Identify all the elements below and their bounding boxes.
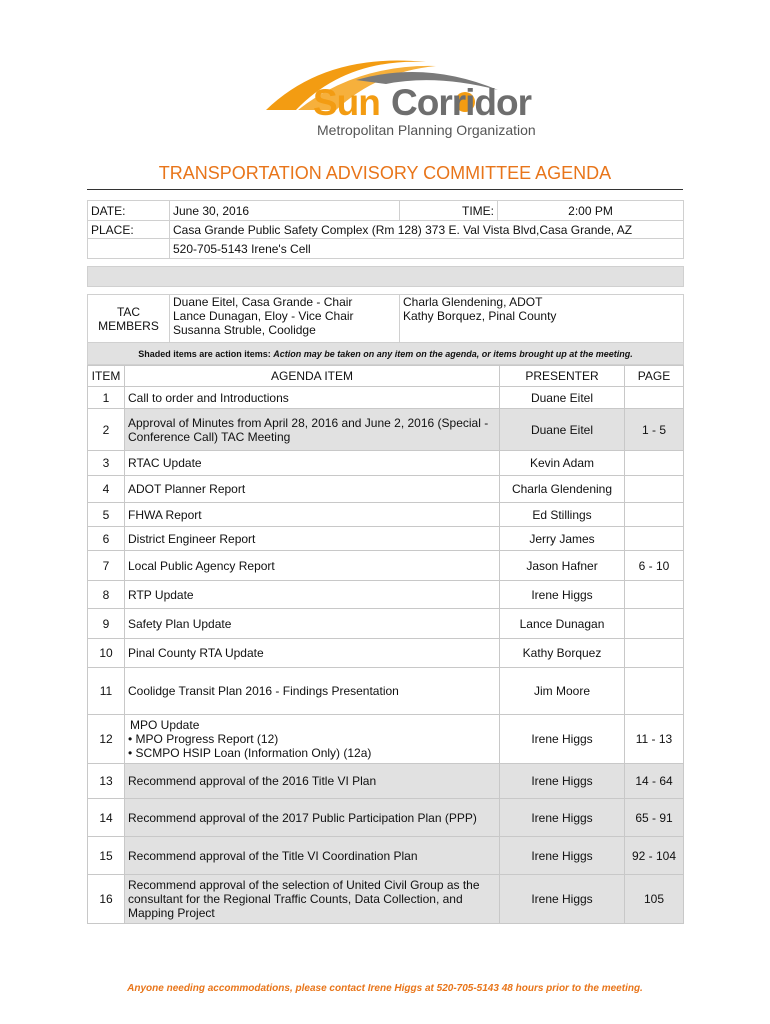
note-rest: Action may be taken on any item on the agenda, or items brought up at the meeting. xyxy=(273,348,633,359)
agenda-item: ADOT Planner Report xyxy=(125,476,500,503)
page-range xyxy=(625,476,684,503)
agenda-table xyxy=(87,365,684,924)
page-range xyxy=(625,639,684,668)
page-range: 92 - 104 xyxy=(625,837,684,875)
presenter: Irene Higgs xyxy=(500,837,625,875)
page-range: 1 - 5 xyxy=(625,409,684,451)
item-number: 11 xyxy=(88,668,125,715)
agenda-item: FHWA Report xyxy=(125,503,500,527)
logo-sun-text: Sun xyxy=(313,82,380,123)
item-number: 13 xyxy=(88,764,125,799)
presenter: Duane Eitel xyxy=(500,387,625,409)
page-range: 105 xyxy=(625,875,684,924)
presenter: Irene Higgs xyxy=(500,715,625,764)
table-row xyxy=(88,503,684,527)
item-number: 16 xyxy=(88,875,125,924)
agenda-item xyxy=(125,715,500,764)
agenda-item: Local Public Agency Report xyxy=(125,551,500,581)
item-number: 4 xyxy=(88,476,125,503)
item-number: 8 xyxy=(88,581,125,609)
agenda-item: Recommend approval of the 2016 Title VI Plan xyxy=(125,764,500,799)
item-number: 2 xyxy=(88,409,125,451)
item-number: 14 xyxy=(88,799,125,837)
presenter: Jerry James xyxy=(500,527,625,551)
tac-label-line1: TAC xyxy=(116,304,141,319)
page-range xyxy=(625,668,684,715)
page-range: 14 - 64 xyxy=(625,764,684,799)
page-range xyxy=(625,503,684,527)
item-number: 15 xyxy=(88,837,125,875)
presenter: Lance Dunagan xyxy=(500,609,625,639)
place-label: PLACE: xyxy=(88,221,170,239)
page-range xyxy=(625,451,684,476)
table-row xyxy=(88,409,684,451)
presenter: Ed Stillings xyxy=(500,503,625,527)
table-row xyxy=(88,668,684,715)
page-range: 6 - 10 xyxy=(625,551,684,581)
tac-members-label xyxy=(88,295,170,343)
spacer-row xyxy=(88,259,684,267)
page-range: 65 - 91 xyxy=(625,799,684,837)
agenda-line: • SCMPO HSIP Loan (Information Only) (12a) xyxy=(128,746,372,760)
shaded-spacer-row xyxy=(88,267,684,287)
agenda-line: MPO Update xyxy=(130,718,200,732)
item-number: 3 xyxy=(88,451,125,476)
presenter: Irene Higgs xyxy=(500,581,625,609)
agenda-item: Call to order and Introductions xyxy=(125,387,500,409)
blank-cell xyxy=(88,239,170,259)
presenter: Jim Moore xyxy=(500,668,625,715)
logo-corridor-text: Corridor xyxy=(391,82,531,123)
table-row xyxy=(88,715,684,764)
page-range xyxy=(625,581,684,609)
item-number: 12 xyxy=(88,715,125,764)
item-number: 1 xyxy=(88,387,125,409)
page-range: 11 - 13 xyxy=(625,715,684,764)
meeting-info-table xyxy=(87,200,684,365)
members-right xyxy=(400,295,684,343)
agenda-item: Pinal County RTA Update xyxy=(125,639,500,668)
member: Susanna Struble, Coolidge xyxy=(173,323,316,337)
agenda-line: • MPO Progress Report (12) xyxy=(128,732,279,746)
table-row xyxy=(88,799,684,837)
presenter: Irene Higgs xyxy=(500,875,625,924)
page-range xyxy=(625,527,684,551)
table-row xyxy=(88,639,684,668)
phone-value: 520-705-5143 Irene's Cell xyxy=(170,239,684,259)
agenda-item: Approval of Minutes from April 28, 2016 and June 2, 2016 (Special - Conference Call) TAC Meeting xyxy=(125,409,500,451)
header-agenda-item: AGENDA ITEM xyxy=(125,366,500,387)
header-item: ITEM xyxy=(88,366,125,387)
action-items-note xyxy=(88,343,684,365)
member: Duane Eitel, Casa Grande - Chair xyxy=(173,295,353,309)
page-range xyxy=(625,609,684,639)
presenter: Irene Higgs xyxy=(500,799,625,837)
member: Lance Dunagan, Eloy - Vice Chair xyxy=(173,309,354,323)
table-row xyxy=(88,764,684,799)
table-row xyxy=(88,527,684,551)
presenter: Jason Hafner xyxy=(500,551,625,581)
presenter: Kevin Adam xyxy=(500,451,625,476)
presenter: Irene Higgs xyxy=(500,764,625,799)
accommodations-footer: Anyone needing accommodations, please contact Irene Higgs at 520-705-5143 48 hours prior to the meeting. xyxy=(127,983,643,994)
agenda-item: RTAC Update xyxy=(125,451,500,476)
place-value: Casa Grande Public Safety Complex (Rm 128) 373 E. Val Vista Blvd,Casa Grande, AZ xyxy=(170,221,684,239)
item-number: 6 xyxy=(88,527,125,551)
agenda-item: RTP Update xyxy=(125,581,500,609)
agenda-header-row xyxy=(88,366,684,387)
presenter: Charla Glendening xyxy=(500,476,625,503)
item-number: 5 xyxy=(88,503,125,527)
presenter: Kathy Borquez xyxy=(500,639,625,668)
date-value: June 30, 2016 xyxy=(170,201,400,221)
agenda-item: Recommend approval of the 2017 Public Participation Plan (PPP) xyxy=(125,799,500,837)
presenter: Duane Eitel xyxy=(500,409,625,451)
time-label: TIME: xyxy=(400,201,498,221)
time-value: 2:00 PM xyxy=(498,201,684,221)
header-presenter: PRESENTER xyxy=(500,366,625,387)
table-row xyxy=(88,551,684,581)
header-page: PAGE xyxy=(625,366,684,387)
table-row xyxy=(88,875,684,924)
agenda-item: Recommend approval of the Title VI Coordination Plan xyxy=(125,837,500,875)
page-range xyxy=(625,387,684,409)
agenda-item: District Engineer Report xyxy=(125,527,500,551)
table-row xyxy=(88,387,684,409)
table-row xyxy=(88,837,684,875)
table-row xyxy=(88,451,684,476)
tac-label-line2: MEMBERS xyxy=(98,318,159,333)
member: Kathy Borquez, Pinal County xyxy=(403,309,557,323)
table-row xyxy=(88,581,684,609)
agenda-item: Safety Plan Update xyxy=(125,609,500,639)
spacer-row xyxy=(88,287,684,295)
item-number: 9 xyxy=(88,609,125,639)
agenda-item: Coolidge Transit Plan 2016 - Findings Presentation xyxy=(125,668,500,715)
table-row xyxy=(88,609,684,639)
member: Charla Glendening, ADOT xyxy=(403,295,543,309)
note-lead: Shaded items are action items: xyxy=(138,348,271,359)
item-number: 7 xyxy=(88,551,125,581)
table-row xyxy=(88,476,684,503)
logo-subtitle: Metropolitan Planning Organization xyxy=(317,122,536,138)
page-title: TRANSPORTATION ADVISORY COMMITTEE AGENDA xyxy=(158,163,612,183)
members-left xyxy=(170,295,400,343)
suncorridor-logo xyxy=(236,50,536,142)
title-divider xyxy=(87,189,683,190)
date-label: DATE: xyxy=(88,201,170,221)
item-number: 10 xyxy=(88,639,125,668)
agenda-item: Recommend approval of the selection of United Civil Group as the consultant for the Regional Traffic Counts, Data Collection, and Mapping Project xyxy=(125,875,500,924)
